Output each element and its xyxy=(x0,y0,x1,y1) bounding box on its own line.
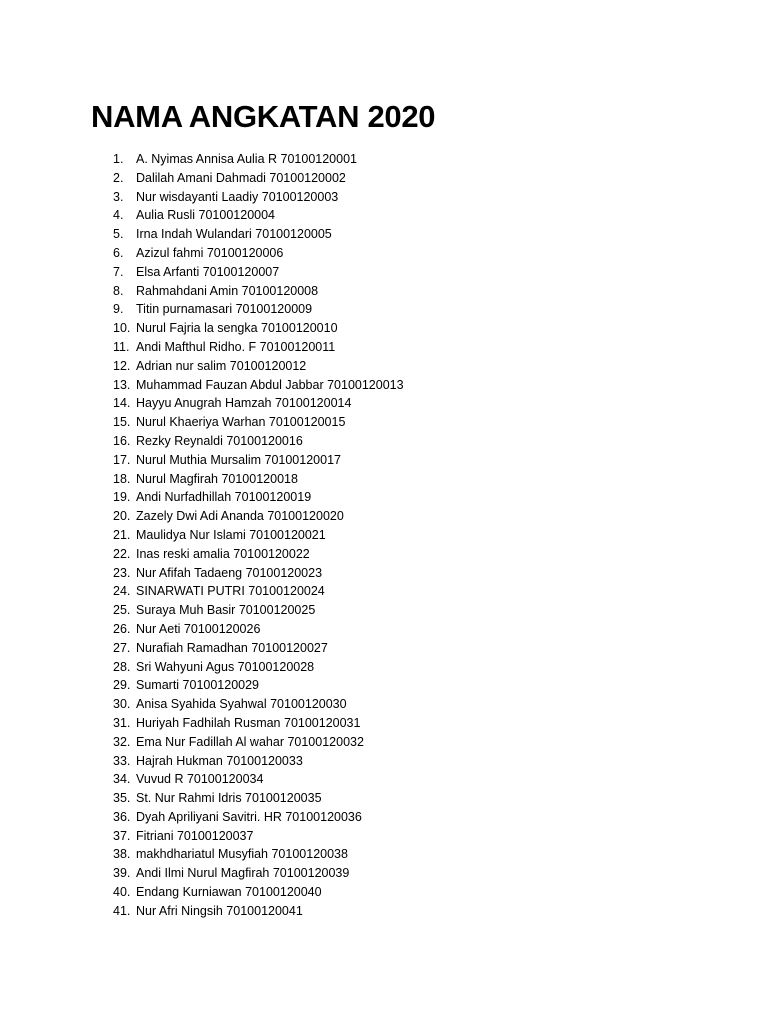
list-item-text: Muhammad Fauzan Abdul Jabbar 70100120013 xyxy=(136,377,404,392)
list-item-number: 35. xyxy=(113,791,131,806)
list-item-text: Vuvud R 70100120034 xyxy=(136,772,264,787)
list-item-number: 23. xyxy=(113,565,131,580)
list-item-number: 28. xyxy=(113,659,131,674)
list-item-number: 26. xyxy=(113,621,131,636)
list-item-text: Hayyu Anugrah Hamzah 70100120014 xyxy=(136,396,352,411)
list-item-number: 4. xyxy=(113,208,124,223)
list-item-number: 30. xyxy=(113,697,131,712)
list-item-number: 40. xyxy=(113,885,131,900)
list-item-text: makhdhariatul Musyfiah 70100120038 xyxy=(136,847,348,862)
list-item-text: SINARWATI PUTRI 70100120024 xyxy=(136,584,325,599)
list-item-text: Nur Afifah Tadaeng 70100120023 xyxy=(136,565,323,580)
list-item-number: 24. xyxy=(113,584,131,599)
list-item-text: Aulia Rusli 70100120004 xyxy=(136,208,275,223)
list-item-text: Irna Indah Wulandari 70100120005 xyxy=(136,227,332,242)
list-item-number: 25. xyxy=(113,603,131,618)
list-item-number: 20. xyxy=(113,509,131,524)
list-item-text: Hajrah Hukman 70100120033 xyxy=(136,753,303,768)
list-item-text: Adrian nur salim 70100120012 xyxy=(136,358,307,373)
list-item-number: 13. xyxy=(113,377,131,392)
list-item-number: 37. xyxy=(113,828,131,843)
list-item-number: 32. xyxy=(113,734,131,749)
list-item-number: 12. xyxy=(113,358,131,373)
list-item-text: Sumarti 70100120029 xyxy=(136,678,260,693)
list-item-number: 9. xyxy=(113,302,124,317)
list-item-number: 18. xyxy=(113,471,131,486)
list-item-text: Nurafiah Ramadhan 70100120027 xyxy=(136,640,328,655)
list-item-text: Anisa Syahida Syahwal 70100120030 xyxy=(136,697,347,712)
list-item-text: Sri Wahyuni Agus 70100120028 xyxy=(136,659,315,674)
list-item-number: 38. xyxy=(113,847,131,862)
list-item-text: Nur Afri Ningsih 70100120041 xyxy=(136,903,303,918)
list-item-number: 36. xyxy=(113,809,131,824)
list-item-text: Nurul Muthia Mursalim 70100120017 xyxy=(136,452,341,467)
list-item-number: 41. xyxy=(113,903,131,918)
list-item-text: Huriyah Fadhilah Rusman 70100120031 xyxy=(136,715,361,730)
list-item-number: 33. xyxy=(113,753,131,768)
list-item-text: Maulidya Nur Islami 70100120021 xyxy=(136,527,326,542)
document-title: NAMA ANGKATAN 2020 xyxy=(91,99,436,134)
list-item-text: Fitriani 70100120037 xyxy=(136,828,254,843)
list-item-text: Andi Mafthul Ridho. F 70100120011 xyxy=(136,339,336,354)
list-item-number: 29. xyxy=(113,678,131,693)
list-item-number: 17. xyxy=(113,452,131,467)
list-item-number: 19. xyxy=(113,490,131,505)
list-item-text: Nur Aeti 70100120026 xyxy=(136,621,261,636)
list-item-text: Suraya Muh Basir 70100120025 xyxy=(136,603,316,618)
list-item-number: 6. xyxy=(113,245,124,260)
list-item-text: St. Nur Rahmi Idris 70100120035 xyxy=(136,791,322,806)
list-item-text: A. Nyimas Annisa Aulia R 70100120001 xyxy=(136,152,357,166)
list-item-number: 22. xyxy=(113,546,131,561)
list-item-text: Titin purnamasari 70100120009 xyxy=(136,302,313,317)
list-item-text: Nurul Khaeriya Warhan 70100120015 xyxy=(136,415,346,430)
list-item-number: 8. xyxy=(113,283,124,298)
list-item-number: 27. xyxy=(113,640,131,655)
list-item-number: 5. xyxy=(113,227,124,242)
list-item-number: 11. xyxy=(113,339,130,354)
list-item-text: Inas reski amalia 70100120022 xyxy=(136,546,310,561)
list-item-number: 21. xyxy=(113,527,131,542)
list-item-text: Nur wisdayanti Laadiy 70100120003 xyxy=(136,189,339,204)
list-item-text: Zazely Dwi Adi Ananda 70100120020 xyxy=(136,509,344,524)
list-item-number: 34. xyxy=(113,772,131,787)
list-item-text: Ema Nur Fadillah Al wahar 70100120032 xyxy=(136,734,364,749)
list-item-number: 10. xyxy=(113,321,131,336)
list-item-number: 15. xyxy=(113,415,131,430)
list-item-text: Rezky Reynaldi 70100120016 xyxy=(136,433,303,448)
list-item-number: 14. xyxy=(113,396,131,411)
list-item-text: Elsa Arfanti 70100120007 xyxy=(136,264,280,279)
list-item-number: 16. xyxy=(113,433,131,448)
list-item-text: Dyah Apriliyani Savitri. HR 70100120036 xyxy=(136,809,362,824)
list-item-number: 7. xyxy=(113,264,124,279)
list-item-number: 31. xyxy=(113,715,131,730)
list-item-number: 2. xyxy=(113,170,124,185)
list-item-text: Andi Nurfadhillah 70100120019 xyxy=(136,490,312,505)
list-item-number: 1. xyxy=(113,152,124,166)
list-item-text: Rahmahdani Amin 70100120008 xyxy=(136,283,319,298)
list-item-text: Endang Kurniawan 70100120040 xyxy=(136,885,322,900)
list-item-number: 3. xyxy=(113,189,124,204)
list-item-text: Andi Ilmi Nurul Magfirah 70100120039 xyxy=(136,866,350,881)
list-item-text: Dalilah Amani Dahmadi 70100120002 xyxy=(136,170,346,185)
list-item-text: Azizul fahmi 70100120006 xyxy=(136,245,284,260)
list-item-text: Nurul Magfirah 70100120018 xyxy=(136,471,298,486)
list-item-text: Nurul Fajria la sengka 70100120010 xyxy=(136,321,338,336)
list-item-number: 39. xyxy=(113,866,131,881)
